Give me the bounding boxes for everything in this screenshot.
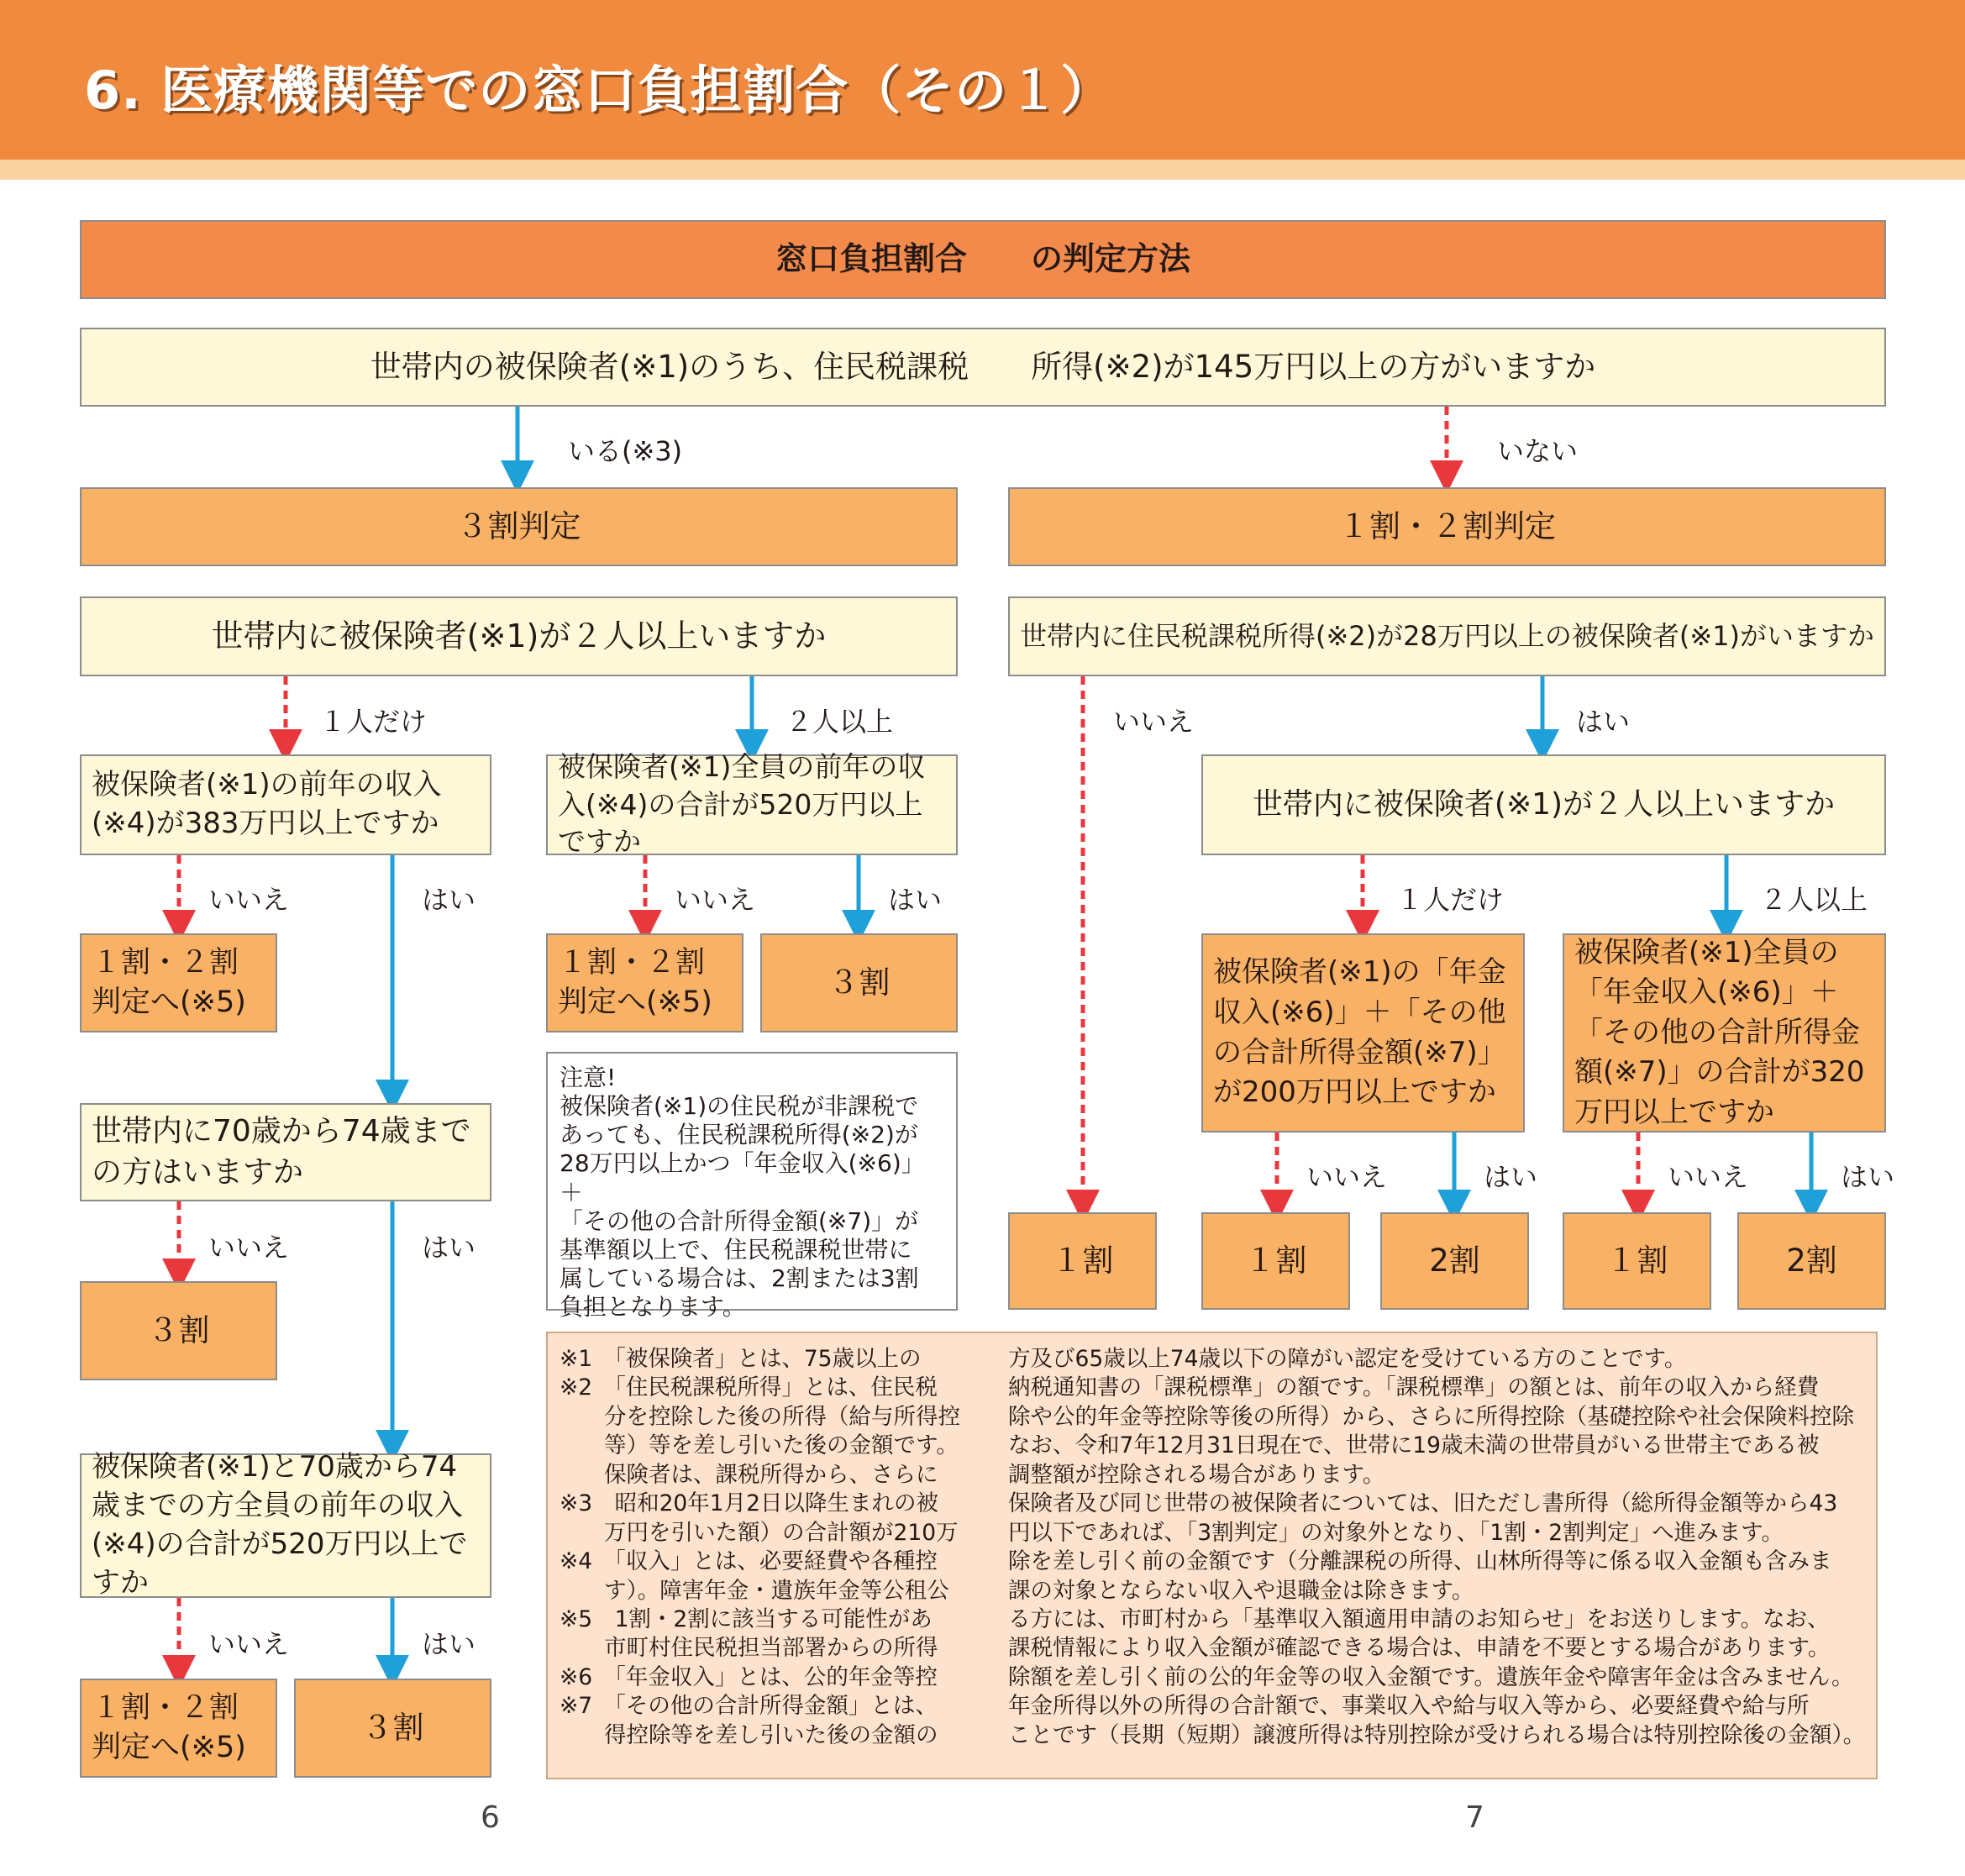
footnote-line: 分を控除した後の所得（給与所得控 bbox=[560, 1403, 960, 1430]
notice-line: 28万円以上かつ「年金収入(※6)」＋ bbox=[560, 1149, 925, 1206]
result-3wari-c bbox=[294, 1679, 491, 1778]
result-2wari-c-text: 2割 bbox=[1786, 1243, 1837, 1280]
footnote-line: 課税情報により収入金額が確認できる場合は、申請を不要とする場合があります。 bbox=[1008, 1635, 1831, 1662]
label-7074-yes: はい bbox=[422, 1232, 476, 1264]
result-to12-a bbox=[80, 933, 277, 1033]
result-3wari-a-text: ３割 bbox=[828, 964, 891, 1001]
footnotes-box bbox=[546, 1332, 1878, 1779]
label-7074-no: いいえ bbox=[208, 1232, 290, 1264]
label-520-no: いいえ bbox=[675, 884, 756, 916]
label-left-hitori: １人だけ bbox=[319, 706, 428, 738]
footnote-line: ※4 「収入」とは、必要経費や各種控 bbox=[560, 1548, 938, 1575]
result-1wari-a-text: １割 bbox=[1051, 1243, 1114, 1280]
footnote-line: ※1 「被保険者」とは、75歳以上の bbox=[560, 1346, 922, 1372]
q-age-70-74-520-text: 被保険者(※1)と70歳から74歳までの方全員の前年の収入(※4)の合計が520万円以上ですか bbox=[92, 1450, 468, 1600]
label-28-yes: はい bbox=[1576, 706, 1631, 738]
footnote-line: ※5 1割・2割に該当する可能性があ bbox=[560, 1605, 933, 1632]
footnote-line: ことです（長期（短期）譲渡所得は特別控除が受けられる場合は特別控除後の金額）。 bbox=[1008, 1721, 1866, 1748]
q-age-70-74 bbox=[80, 1103, 491, 1201]
result-3wari-b bbox=[80, 1281, 277, 1380]
judge-12wari bbox=[1008, 487, 1886, 566]
footnote-line: 円以下であれば、「3割判定」の対象外となり、「1割・2割判定」へ進みます。 bbox=[1008, 1519, 1784, 1546]
notice-line: 基準額以上で、住民税課税世帯に bbox=[560, 1235, 912, 1264]
footnote-line: ※2 「住民税課税所得」とは、住民税 bbox=[560, 1374, 938, 1401]
footnote-line: ※7 「その他の合計所得金額」とは、 bbox=[560, 1693, 938, 1720]
label-right-hitori: １人だけ bbox=[1396, 884, 1505, 916]
left-q-two-text: 世帯内に被保険者(※1)が２人以上いますか bbox=[211, 617, 827, 654]
q-pension-200 bbox=[1201, 933, 1525, 1132]
footnote-line: 課の対象とならない収入や退職金は除きます。 bbox=[1008, 1577, 1474, 1604]
footnote-line: 得控除等を差し引いた後の金額の bbox=[560, 1721, 938, 1748]
result-1wari-b bbox=[1201, 1212, 1350, 1310]
right-q-two-text: 世帯内に被保険者(※1)が２人以上いますか bbox=[1252, 786, 1836, 822]
result-3wari-a bbox=[760, 933, 958, 1033]
footnote-line: なお、令和7年12月31日現在で、世帯に19歳未満の世帯員がいる世帯主である被 bbox=[1008, 1432, 1820, 1459]
result-1wari-c-text: １割 bbox=[1605, 1243, 1668, 1280]
main-question-text: 世帯内の被保険者(※1)のうち、住民税課税 所得(※2)が145万円以上の方がいますか bbox=[370, 349, 1596, 386]
label-320-yes: はい bbox=[1841, 1161, 1895, 1193]
notice-line: 属している場合は、2割または3割 bbox=[560, 1264, 919, 1293]
left-q-two-or-more bbox=[80, 596, 958, 676]
result-1wari-b-text: １割 bbox=[1244, 1243, 1307, 1280]
q-age-70-74-520 bbox=[80, 1450, 491, 1600]
label-200-no: いいえ bbox=[1306, 1161, 1388, 1193]
result-to12-b bbox=[546, 933, 743, 1033]
footnote-line: ※6 「年金収入」とは、公的年金等控 bbox=[560, 1663, 938, 1690]
label-inai: いない bbox=[1497, 435, 1579, 467]
result-2wari-c bbox=[1737, 1212, 1886, 1310]
footnote-line: す）。障害年金・遺族年金等公租公 bbox=[560, 1577, 949, 1604]
label-320-no: いいえ bbox=[1668, 1161, 1749, 1193]
page-number-right: 7 bbox=[1465, 1800, 1484, 1835]
notice-line: 被保険者(※1)の住民税が非課税で bbox=[560, 1092, 919, 1121]
q-pension-200-text: 被保険者(※1)の「年金収入(※6)」＋「その他の合計所得金額(※7)」が200万円以上ですか bbox=[1213, 955, 1506, 1110]
footnote-line: 納税通知書の「課税標準」の額です。「課税標準」の額とは、前年の収入から経費 bbox=[1008, 1374, 1820, 1401]
judge-12wari-text: １割・２割判定 bbox=[1338, 508, 1556, 545]
footnote-line: 万円を引いた額）の合計額が210万 bbox=[560, 1519, 959, 1546]
notice-line: 負担となります。 bbox=[560, 1293, 746, 1322]
judge-3wari-text: ３割判定 bbox=[456, 508, 581, 545]
footnotes-left bbox=[560, 1345, 960, 1750]
result-2wari-b bbox=[1380, 1212, 1529, 1310]
label-28-no: いいえ bbox=[1113, 706, 1195, 738]
label-200-yes: はい bbox=[1484, 1161, 1538, 1193]
q-taxable-28-text: 世帯内に住民税課税所得(※2)が28万円以上の被保険者(※1)がいますか bbox=[1020, 619, 1875, 652]
q-age-70-74-text: 世帯内に70歳から74歳までの方はいますか bbox=[92, 1113, 471, 1190]
footnote-line: 除や公的年金等控除等後の所得）から、さらに所得控除（基礎控除や社会保険料控除 bbox=[1008, 1403, 1854, 1430]
result-to12-a-text: １割・２割判定へ(※5) bbox=[92, 945, 246, 1019]
result-to12-c-text: １割・２割判定へ(※5) bbox=[92, 1690, 246, 1764]
q-income-383 bbox=[80, 754, 491, 855]
q-income-520-all bbox=[546, 750, 958, 859]
banner-title: 窓口負担割合 の判定方法 bbox=[775, 240, 1190, 278]
footnotes-right bbox=[1008, 1345, 1865, 1750]
footnote-line: ※3 昭和20年1月2日以降生まれの被 bbox=[560, 1490, 939, 1517]
footnote-line: 年金所得以外の所得の合計額で、事業収入や給与収入等から、必要経費や給与所 bbox=[1008, 1693, 1810, 1720]
notice-box bbox=[546, 1052, 958, 1322]
footnote-line: る方には、市町村から「基準収入額適用申請のお知らせ」をお送りします。なお、 bbox=[1008, 1605, 1830, 1632]
q-pension-320 bbox=[1563, 933, 1886, 1132]
result-2wari-b-text: 2割 bbox=[1429, 1243, 1480, 1280]
q-income-383-text: 被保険者(※1)の前年の収入(※4)が383万円以上ですか bbox=[92, 768, 442, 840]
result-1wari-a bbox=[1008, 1212, 1157, 1310]
footnote-line: 除を差し引く前の金額です（分離課税の所得、山林所得等に係る収入金額も含みま bbox=[1008, 1548, 1832, 1575]
right-q-two-or-more bbox=[1201, 754, 1886, 855]
result-to12-b-text: １割・２割判定へ(※5) bbox=[558, 945, 712, 1019]
judge-3wari bbox=[80, 487, 958, 566]
notice-line: あっても、住民税課税所得(※2)が bbox=[560, 1121, 918, 1149]
label-left-futari: ２人以上 bbox=[785, 706, 894, 738]
notice-line: 「その他の合計所得金額(※7)」が bbox=[560, 1206, 919, 1235]
result-to12-c bbox=[80, 1679, 277, 1778]
result-3wari-c-text: ３割 bbox=[361, 1710, 424, 1747]
footnote-line: 方及び65歳以上74歳以下の障がい認定を受けている方のことです。 bbox=[1008, 1346, 1687, 1372]
label-520-yes: はい bbox=[888, 884, 943, 916]
footnote-line: 市町村住民税担当部署からの所得 bbox=[560, 1635, 938, 1662]
footnote-line: 調整額が控除される場合があります。 bbox=[1008, 1461, 1385, 1488]
label-383-yes: はい bbox=[422, 884, 476, 916]
result-1wari-c bbox=[1563, 1212, 1711, 1310]
q-pension-320-text: 被保険者(※1)全員の「年金収入(※6)」＋「その他の合計所得金額(※7)」の合計が320万円以上ですか bbox=[1574, 935, 1865, 1129]
label-7074520-no: いいえ bbox=[208, 1628, 290, 1660]
footnote-line: 除額を差し引く前の公的年金等の収入金額です。遺族年金や障害年金は含みません。 bbox=[1008, 1663, 1854, 1690]
result-3wari-b-text: ３割 bbox=[147, 1312, 210, 1349]
footnote-line: 保険者及び同じ世帯の被保険者については、旧ただし書所得（総所得金額等から43 bbox=[1008, 1490, 1838, 1517]
label-383-no: いいえ bbox=[208, 884, 290, 916]
footnote-line: 等）等を差し引いた後の金額です。 bbox=[560, 1432, 959, 1459]
page-title: 6. 医療機関等での窓口負担割合（その１） bbox=[84, 60, 1114, 121]
label-iru: いる(※3) bbox=[568, 435, 683, 467]
footnote-line: 保険者は、課税所得から、さらに bbox=[560, 1461, 938, 1488]
label-right-futari: ２人以上 bbox=[1760, 884, 1868, 916]
notice-title: 注意! bbox=[560, 1064, 617, 1091]
q-taxable-28 bbox=[1008, 596, 1886, 676]
page-number-left: 6 bbox=[481, 1800, 500, 1835]
label-7074520-yes: はい bbox=[422, 1628, 476, 1660]
q-income-520-all-text: 被保険者(※1)全員の前年の収入(※4)の合計が520万円以上ですか bbox=[558, 750, 926, 859]
